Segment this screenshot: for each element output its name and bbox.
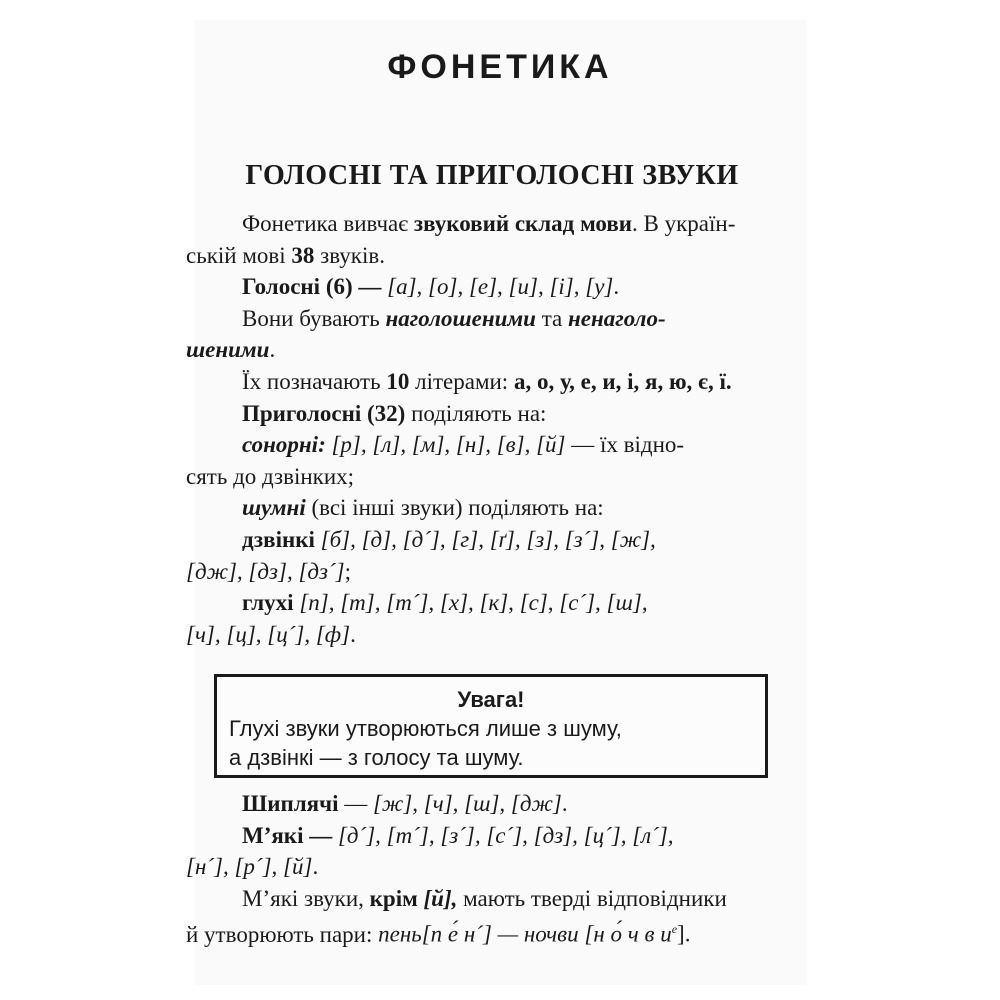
- attention-box: [214, 674, 768, 778]
- voiceless-paragraph: глухі [п], [т], [т´], [х], [к], [с], [с´], [ш], [ч], [ц], [ц´], [ф].: [186, 590, 648, 647]
- attention-line-2: а дзвінкі — з голосу та шуму.: [229, 745, 524, 770]
- sibilant-line: Шиплячі — [ж], [ч], [ш], [дж].: [242, 791, 568, 816]
- stress-paragraph: Вони бувають наголошеними та ненаголо- шеними.: [186, 305, 666, 363]
- noisy-line: шумні (всі інші звуки) поділяють на:: [242, 495, 604, 521]
- main-text: [186, 208, 770, 650]
- voiced-paragraph: дзвінкі [б], [д], [д´], [г], [ґ], [з], [з´], [ж], [дж], [дз], [дз´];: [186, 526, 656, 584]
- pairs-paragraph: М’які звуки, крім [й], мають тверді відповідники й утворюють пари: пень[п е́ н´] — ночви [н о́ ч в $и^е$].: [186, 885, 727, 948]
- main-text-continued: [186, 788, 770, 951]
- attention-heading: Увага!: [457, 687, 525, 712]
- vowels-line: Голосні (6) — [а], [о], [е], [и], [і], [у].: [242, 274, 620, 300]
- section-title: ГОЛОСНІ ТА ПРИГОЛОСНІ ЗВУКИ: [245, 160, 739, 191]
- consonants-line: Приголосні (32) поділяють на:: [242, 400, 547, 426]
- page-title: ФОНЕТИКА: [387, 48, 613, 86]
- sonorant-paragraph: сонорні: [р], [л], [м], [н], [в], [й] — їх відно- сять до дзвінких;: [186, 432, 685, 489]
- letters-line: Їх позначають 10 літерами: а, о, у, е, и, і, я, ю, є, ї.: [242, 368, 732, 394]
- attention-line-1: Глухі звуки утворюються лише з шуму,: [229, 716, 622, 741]
- intro-paragraph: Фонетика вивчає звуковий склад мови. В україн- ській мові 38 звуків.: [186, 211, 736, 268]
- soft-paragraph: М’які — [д´], [т´], [з´], [с´], [дз], [ц´], [л´], [н´], [р´], [й].: [186, 822, 674, 880]
